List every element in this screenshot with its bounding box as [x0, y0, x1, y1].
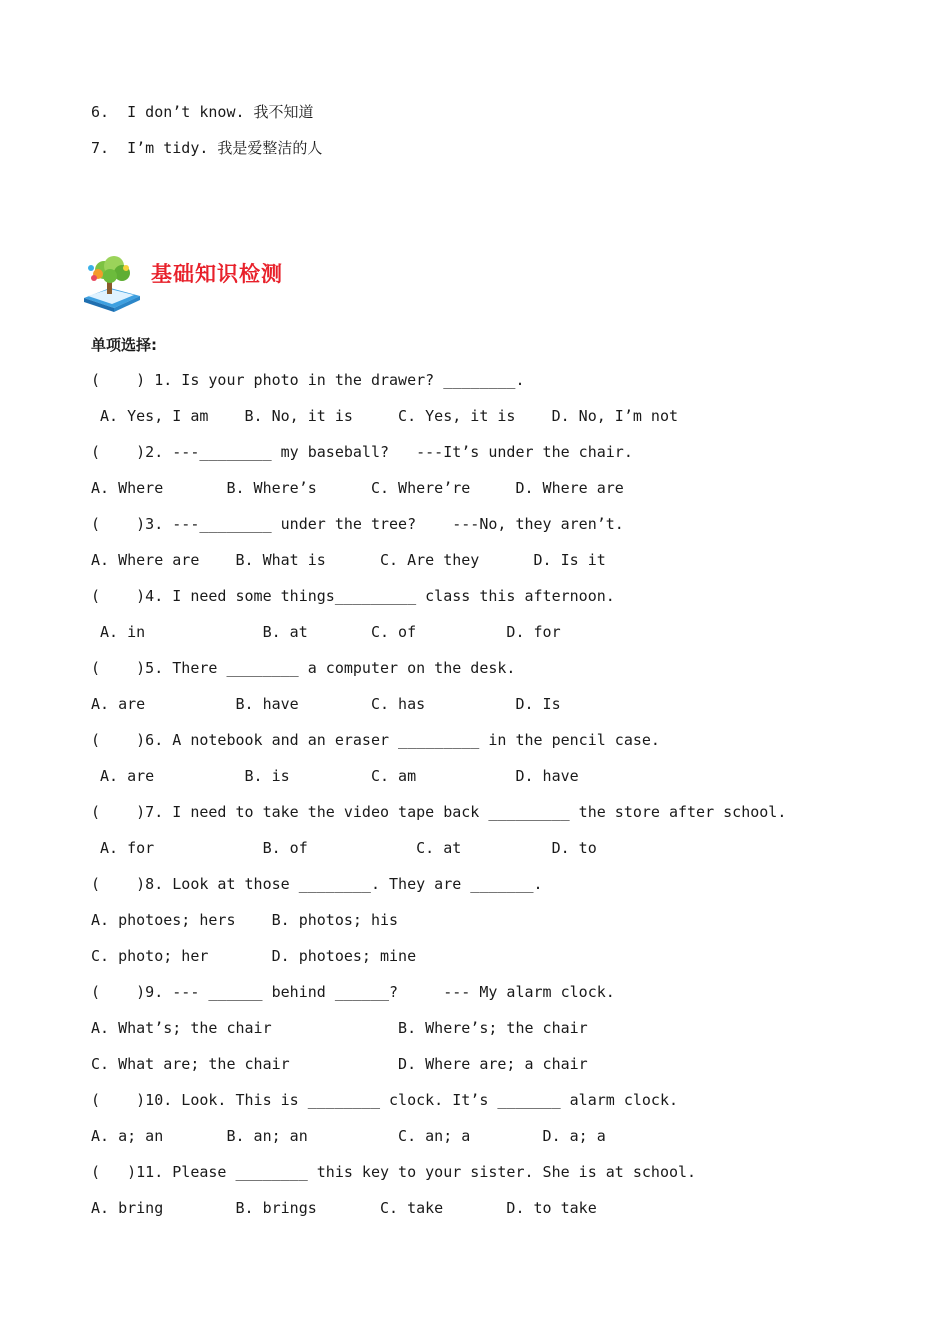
question-11-stem: ( )11. Please ________ this key to your sister. She is at school.: [91, 1163, 697, 1181]
question-4-stem: ( )4. I need some things_________ class this afternoon.: [91, 587, 615, 605]
question-8-options-row-1: A. photoes; hers B. photos; his: [91, 911, 399, 929]
question-3-stem: ( )3. ---________ under the tree? ---No, they aren’t.: [91, 515, 624, 533]
question-9-options-row-1: A. What’s; the chair B. Where’s; the chair: [91, 1019, 588, 1037]
question-8-options-row-2: C. photo; her D. photoes; mine: [91, 947, 417, 965]
question-10-stem: ( )10. Look. This is ________ clock. It’s _______ alarm clock.: [91, 1091, 678, 1109]
question-6-options: A. are B. is C. am D. have: [91, 767, 579, 785]
question-6-stem: ( )6. A notebook and an eraser _________ in the pencil case.: [91, 731, 660, 749]
question-4-options: A. in B. at C. of D. for: [91, 623, 561, 641]
section-title: 基础知识检测: [151, 262, 283, 286]
tree-on-book-icon: [80, 254, 142, 312]
question-8-stem: ( )8. Look at those ________. They are _______.: [91, 875, 543, 893]
question-1-stem: ( ) 1. Is your photo in the drawer? ________.: [91, 371, 525, 389]
question-5-stem: ( )5. There ________ a computer on the desk.: [91, 659, 516, 677]
question-5-options: A. are B. have C. has D. Is: [91, 695, 561, 713]
intro-line-7: 7. I’m tidy. 我是爱整洁的人: [91, 139, 323, 157]
question-9-stem: ( )9. --- ______ behind ______? --- My alarm clock.: [91, 983, 615, 1001]
question-2-stem: ( )2. ---________ my baseball? ---It’s under the chair.: [91, 443, 633, 461]
question-10-options: A. a; an B. an; an C. an; a D. a; a: [91, 1127, 606, 1145]
intro-line-6: 6. I don’t know. 我不知道: [91, 103, 314, 121]
question-3-options: A. Where are B. What is C. Are they D. Is it: [91, 551, 606, 569]
question-7-options: A. for B. of C. at D. to: [91, 839, 597, 857]
question-2-options: A. Where B. Where’s C. Where’re D. Where are: [91, 479, 624, 497]
question-1-options: A. Yes, I am B. No, it is C. Yes, it is D. No, I’m not: [91, 407, 678, 425]
section-subtitle: 单项选择:: [91, 336, 157, 354]
question-11-options: A. bring B. brings C. take D. to take: [91, 1199, 597, 1217]
question-7-stem: ( )7. I need to take the video tape back _________ the store after school.: [91, 803, 787, 821]
question-9-options-row-2: C. What are; the chair D. Where are; a chair: [91, 1055, 588, 1073]
